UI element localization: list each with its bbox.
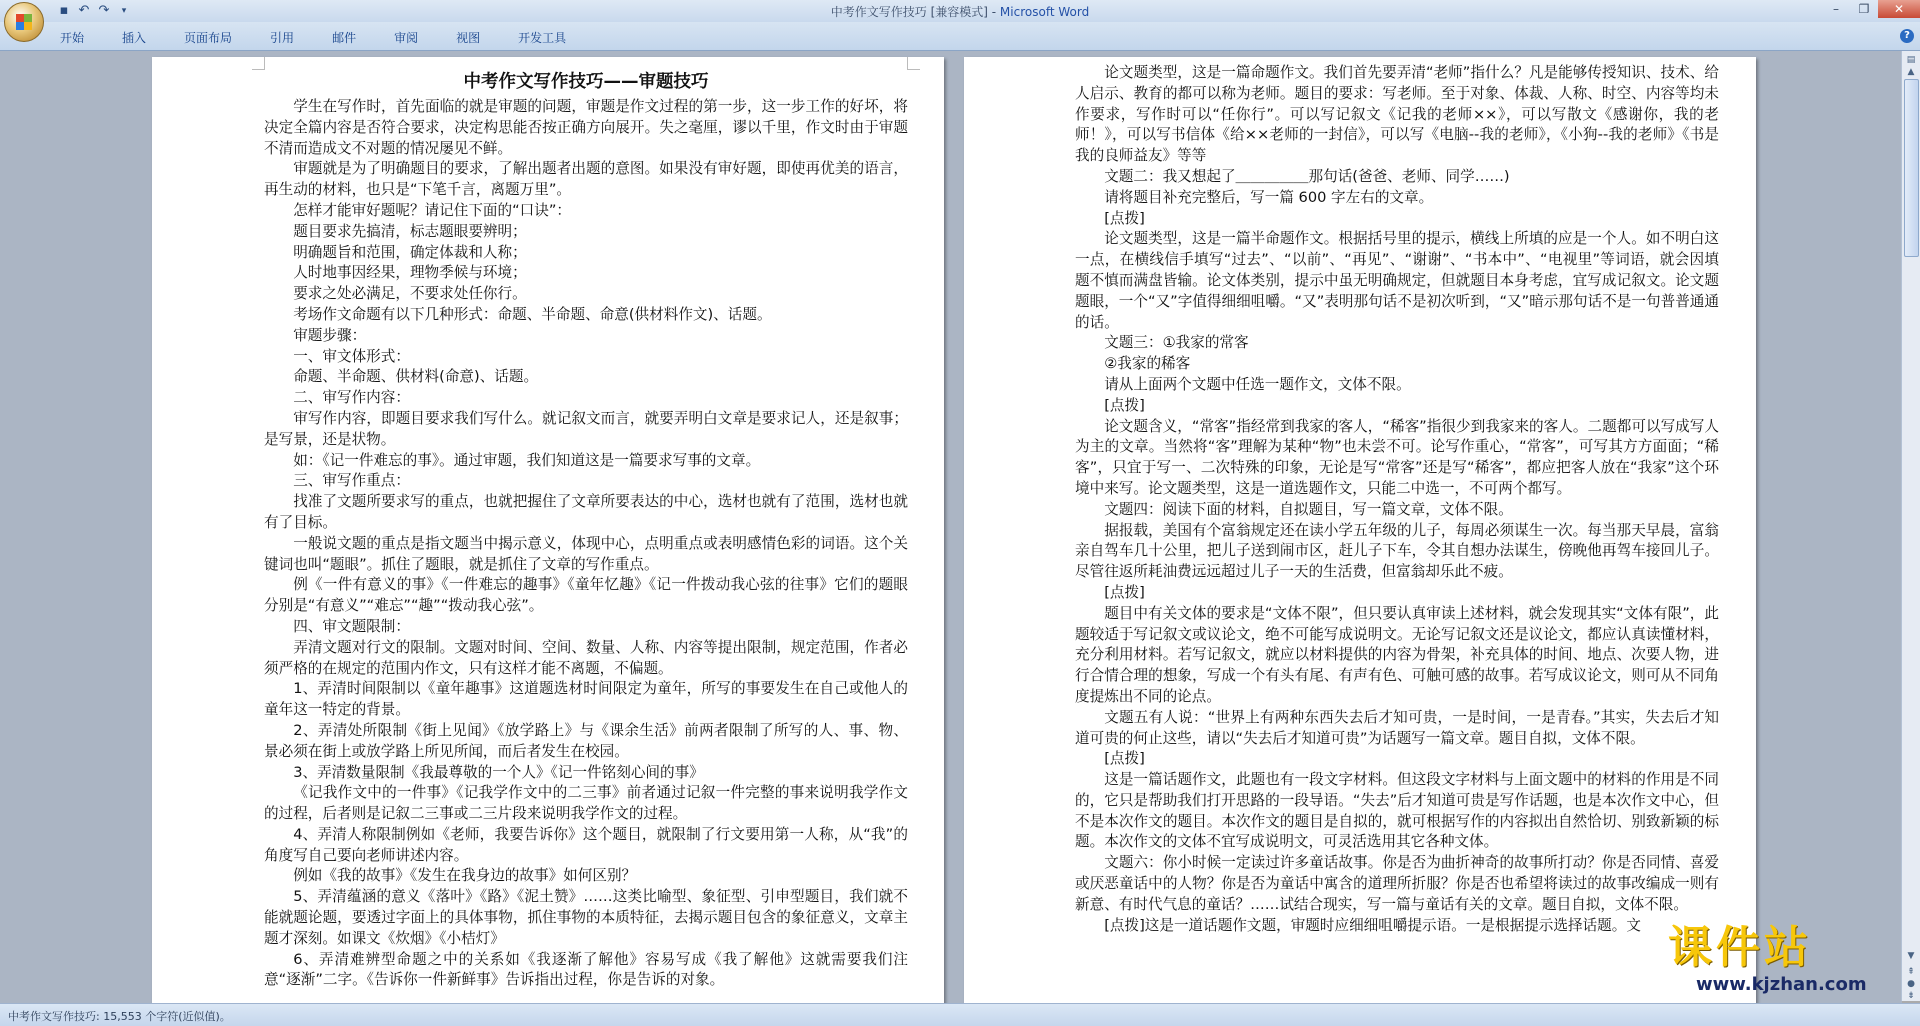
paragraph: 4、弄清人称限制例如《老师，我要告诉你》这个题目，就限制了行文要用第一人称，从“我”的角度写自己要向老师讲述内容。 [264, 825, 908, 864]
paragraph: 考场作文命题有以下几种形式：命题、半命题、命意(供材料作文)、话题。 [293, 305, 772, 323]
paragraph: 四、审文题限制： [293, 617, 410, 635]
paragraph: 文题四：阅读下面的材料，自拟题目，写一篇文章，文体不限。 [1104, 500, 1513, 518]
office-button[interactable] [4, 2, 44, 42]
ribbon-tab-bar [0, 22, 1920, 51]
paragraph: 要求之处必满足，不要求处任你行。 [293, 285, 527, 303]
tab-page-layout[interactable]: 页面布局 [184, 31, 233, 45]
paragraph: ②我家的稀客 [1104, 355, 1191, 373]
paragraph: 文题三：①我家的常客 [1104, 334, 1249, 352]
next-page-icon[interactable]: ⇟ [1907, 991, 1915, 1001]
paragraph: [点拨] [1104, 396, 1145, 414]
paragraph: 一般说文题的重点是指文题当中揭示意义，体现中心，点明重点或表明感情色彩的词语。这个关键词也叫“题眼”。抓住了题眼，就是抓住了文章的写作重点。 [264, 534, 908, 573]
tab-review[interactable]: 审阅 [394, 31, 419, 45]
paragraph: 题目要求先搞清，标志题眼要辨明； [293, 222, 527, 240]
word-count-status[interactable]: 中考作文写作技巧: 15,553 个字符(近似值)。 [8, 1010, 231, 1023]
paragraph: 审题步骤： [293, 326, 367, 344]
paragraph: 2、弄清处所限制《街上见闻》《放学路上》与《课余生活》前两者限制了所写的人、事、物、景必须在街上或放学路上所见所闻，而后者发生在校园。 [264, 721, 908, 760]
app-name: Microsoft Word [999, 5, 1090, 19]
ruler-toggle-icon[interactable]: ▤ [1906, 55, 1916, 65]
paragraph: 请将题目补充完整后，写一篇 600 字左右的文章。 [1104, 188, 1434, 206]
watermark-text: 课件站 [1668, 922, 1812, 973]
tab-references[interactable]: 引用 [270, 31, 295, 45]
paragraph: [点拨] [1104, 750, 1145, 768]
previous-page-icon[interactable]: ⇞ [1907, 967, 1915, 977]
paragraph: 这是一篇话题作文，此题也有一段文字材料。但这段文字材料与上面文题中的材料的作用是不同的，它只是帮助我们打开思路的一段导语。“失去”后才知道可贵是写作话题，也是本次作文中心，但不是本次作文的题目。本次作文的题目是自拟的，就可根据写作的内容拟出自然恰切、别致新颖的标题。本次作文的文体不宜写成说明文，可灵活选用其它各种文体。 [1075, 771, 1719, 851]
tab-mailings[interactable]: 邮件 [332, 31, 357, 45]
tab-developer[interactable]: 开发工具 [518, 31, 567, 45]
paragraph: 据报载，美国有个富翁规定还在读小学五年级的儿子，每周必须谋生一次。每当那天早晨，富翁亲自驾车几十公里，把儿子送到闹市区，赶儿子下车，令其自想办法谋生，傍晚他再驾车接回儿子。尽管往返所耗油费远远超过儿子一天的生活费，但富翁却乐此不疲。 [1075, 521, 1719, 581]
paragraph: 二、审写作内容： [293, 389, 410, 407]
paragraph: 3、弄清数量限制《我最尊敬的一个人》《记一件铭刻心间的事》 [293, 763, 704, 781]
scroll-down-icon[interactable]: ▼ [1907, 951, 1915, 961]
paragraph: 审写作内容，即题目要求我们写什么。就记叙文而言，就要弄明白文章是要求记人，还是叙事；是写景，还是状物。 [264, 409, 908, 448]
paragraph: [点拨] [1104, 583, 1145, 601]
undo-icon[interactable]: ↶ [78, 3, 90, 18]
paragraph: 三、审写作重点： [293, 472, 410, 490]
watermark-url: www.kjzhan.com [1696, 974, 1867, 995]
paragraph: 论文题类型，这是一篇半命题作文。根据括号里的提示，横线上所填的应是一个人。如不明白这一点，在横线信手填写“过去”、“以前”、“再见”、“谢谢”、“书本中”、“电视里”等词语，就会因填题不慎而满盘皆输。论文体类别，提示中虽无明确规定，但就题目本身考虑，宜写成记叙文。论文题题眼，一个“又”字值得细细咀嚼。“又”表明那句话不是初次听到，“又”暗示那句话不是一句普普通通的话。 [1075, 230, 1719, 331]
margin-corner-mark [907, 57, 920, 70]
tab-insert[interactable]: 插入 [122, 31, 147, 45]
paragraph: 一、审文体形式： [293, 347, 410, 365]
window-title [0, 3, 1920, 20]
paragraph: 例如《我的故事》《发生在我身边的故事》如何区别？ [293, 867, 637, 885]
page-text-left [264, 69, 908, 991]
paragraph: 5、弄清蕴涵的意义《落叶》《路》《泥土赞》……这类比喻型、象征型、引申型题目，我们就不能就题论题，要透过字面上的具体事物，抓住事物的本质特征，去揭示题目包含的象征意义，文章主题才深刻。如课文《炊烟》《小桔灯》 [264, 888, 908, 947]
help-icon[interactable]: ? [1900, 29, 1914, 43]
paragraph: 《记我作文中的一件事》《记我学作文中的二三事》前者通过记叙一件完整的事来说明我学作文的过程，后者则是记叙二三事或二三片段来说明我学作文的过程。 [264, 784, 908, 823]
scrollbar-thumb[interactable] [1904, 79, 1919, 257]
paragraph: 论文题类型，这是一篇命题作文。我们首先要弄清“老师”指什么？凡是能够传授知识、技术、给人启示、教育的都可以称为老师。题目的要求：写老师。至于对象、体裁、人称、时空、内容等均未作要求，写作时可以“任你行”。可以写记叙文《记我的老师××》，可以写散文《感谢你，我的老师！》，可以写书信体《给××老师的一封信》，可以写《电脑--我的老师》，《小狗--我的老师》《书是我的良师益友》等等 [1075, 64, 1719, 165]
paragraph: 人时地事因经果，理物季候与环境； [293, 264, 527, 282]
qat-customize-icon[interactable]: ▾ [121, 6, 127, 16]
document-workspace [0, 51, 1902, 1003]
watermark-logo [1668, 922, 1894, 1004]
tab-view[interactable]: 视图 [456, 31, 481, 45]
paragraph: 弄清文题对行文的限制。文题对时间、空间、数量、人称、内容等提出限制，规定范围，作者必须严格的在规定的范围内作文，只有这样才能不离题，不偏题。 [264, 638, 908, 677]
scroll-up-icon[interactable]: ▲ [1907, 67, 1915, 77]
paragraph: 找准了文题所要求写的重点，也就把握住了文章所要表达的中心，选材也就有了范围，选材也就有了目标。 [264, 493, 908, 531]
paragraph: 文题五有人说：“世界上有两种东西失去后才知可贵，一是时间，一是青春。”其实，失去后才知道可贵的何止这些，请以“失去后才知道可贵”为话题写一篇文章。题目自拟，文体不限。 [1075, 708, 1719, 747]
save-icon[interactable]: ▪ [59, 3, 69, 18]
title-bar [0, 0, 1920, 22]
window-controls [1822, 0, 1920, 18]
paragraph: 文题六：你小时候一定读过许多童话故事。你是否为曲折神奇的故事所打动？你是否同情、喜爱或厌恶童话中的人物？你是否为童话中寓含的道理所折服？你是否也希望将读过的故事改编成一则有新意、有时代气息的童话？……试结合现实，写一篇与童话有关的文章。题目自拟，文体不限。 [1075, 854, 1719, 913]
paragraph: 论文题含义，“常客”指经常到我家的客人，“稀客”指很少到我家来的客人。二题都可以写成写人为主的文章。当然将“客”理解为某种“物”也未尝不可。论写作重心，“常客”，可写其方方面面；“稀客”，只宜于写一、二次特殊的印象，无论是写“常客”还是写“稀客”，都应把客人放在“我家”这个环境中来写。论文题类型，这是一道选题作文，只能二中选一，不可两个都写。 [1075, 417, 1719, 497]
redo-icon[interactable]: ↷ [98, 3, 110, 18]
page-text-right [1075, 63, 1719, 936]
close-icon[interactable]: ✕ [1878, 0, 1920, 18]
ribbon-tabs [48, 27, 592, 48]
minimize-icon[interactable]: – [1833, 2, 1839, 16]
office-logo-icon [16, 14, 32, 30]
paragraph: 学生在写作时，首先面临的就是审题的问题，审题是作文过程的第一步，这一步工作的好坏，将决定全篇内容是否符合要求，决定构思能否按正确方向展开。失之毫厘，谬以千里，作文时由于审题不清而造成文不对题的情况屡见不鲜。 [264, 98, 908, 157]
paragraph: [点拨] [1104, 209, 1145, 227]
vertical-scrollbar[interactable] [1901, 51, 1920, 1001]
paragraph: 明确题旨和范围，确定体裁和人称； [293, 243, 527, 261]
paragraph: 例《一件有意义的事》《一件难忘的趣事》《童年忆趣》《记一件拨动我心弦的往事》它们的题眼分别是“有意义”“难忘”“趣”“拨动我心弦”。 [264, 576, 908, 615]
paragraph: 题目中有关文体的要求是“文体不限”，但只要认真审读上述材料，就会发现其实“文体有限”，此题较适于写记叙文或议论文，绝不可能写成说明文。无论写记叙文还是议论文，都应认真读懂材料，充分利用材料。若写记叙文，就应以材料提供的内容为骨架，补充具体的时间、地点、次要人物，进行合情合理的想象，写成一个有头有尾、有声有色、可触可感的故事。若写成议论文，则可从不同角度提炼出不同的论点。 [1075, 604, 1719, 705]
paragraph: 6、弄清难辨型命题之中的关系如《我逐渐了解他》容易写成《我了解他》这就需要我们注意“逐渐”二字。《告诉你一件新鲜事》告诉指出过程，你是告诉的对象。 [264, 950, 908, 989]
paragraph: 怎样才能审好题呢？请记住下面的“口诀”： [293, 201, 571, 219]
paragraph: 请从上面两个文题中任选一题作文，文体不限。 [1104, 375, 1411, 393]
paragraph: 审题就是为了明确题目的要求，了解出题者出题的意图。如果没有审好题，即使再优美的语言，再生动的材料，也只是“下笔千言，离题万里”。 [264, 160, 908, 199]
document-page-right[interactable] [964, 57, 1756, 1003]
paragraph: [点拨]这是一道话题作文题，审题时应细细咀嚼提示语。一是根据提示选择话题。文 [1104, 916, 1641, 934]
document-title: 中考作文写作技巧 [兼容模式] - [830, 5, 1000, 19]
paragraph: 命题、半命题、供材料(命意)、话题。 [293, 368, 539, 386]
document-title-heading: 中考作文写作技巧——审题技巧 [463, 72, 709, 92]
document-page-left[interactable] [152, 57, 944, 1003]
maximize-icon[interactable]: ❐ [1858, 2, 1870, 16]
paragraph: 1、弄清时间限制以《童年趣事》这道题选材时间限定为童年，所写的事要发生在自己或他人的童年这一特定的背景。 [264, 680, 908, 719]
status-bar [0, 1003, 1920, 1026]
paragraph: 文题二：我又想起了＿＿＿＿＿那句话(爸爸、老师、同学……) [1104, 167, 1510, 185]
tab-home[interactable]: 开始 [60, 31, 85, 45]
browse-object-icon[interactable]: ● [1907, 979, 1915, 989]
paragraph: 如：《记一件难忘的事》。通过审题，我们知道这是一篇要求写事的文章。 [293, 451, 761, 469]
